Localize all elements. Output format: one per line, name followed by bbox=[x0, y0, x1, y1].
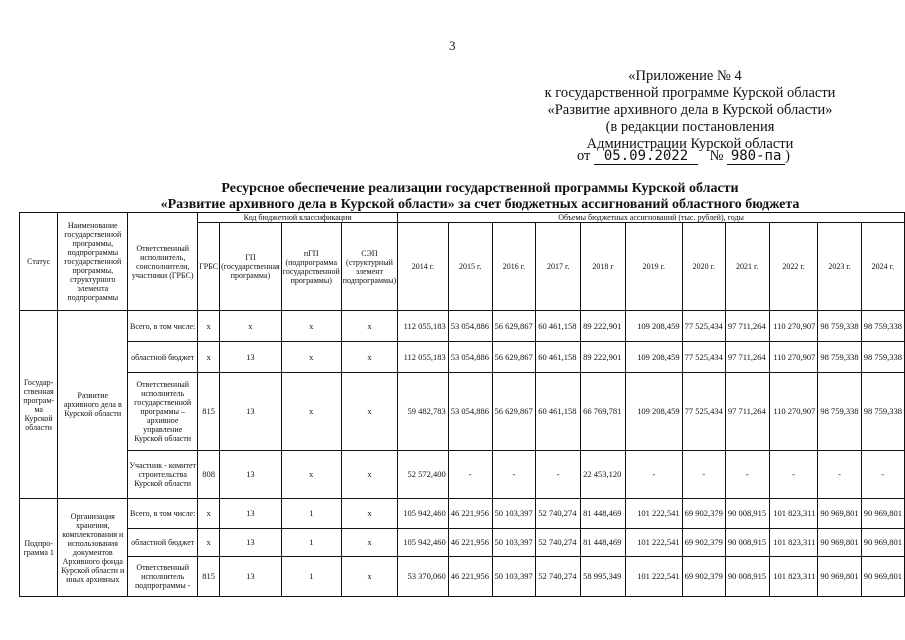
decree-number: 980-па bbox=[727, 148, 785, 165]
document-title bbox=[100, 181, 860, 213]
row-value: - bbox=[682, 451, 725, 499]
table-row bbox=[20, 373, 905, 451]
row-value: 89 222,901 bbox=[581, 342, 626, 373]
table-row bbox=[20, 557, 905, 597]
row-value: 90 969,801 bbox=[818, 529, 861, 557]
appendix-line: Администрации Курской области bbox=[586, 136, 794, 152]
row-sep: x bbox=[341, 557, 397, 597]
row-value: 53 054,886 bbox=[448, 373, 492, 451]
row-sep: x bbox=[341, 373, 397, 451]
row-executor: Ответственный исполнитель подпрограммы - bbox=[128, 557, 198, 597]
row-value: 22 453,120 bbox=[581, 451, 626, 499]
table-row bbox=[20, 529, 905, 557]
row-status: Государ-ственная програм-ма Курской области bbox=[20, 311, 58, 499]
row-value: 77 525,434 bbox=[682, 311, 725, 342]
budget-table bbox=[19, 212, 905, 597]
table-row bbox=[20, 499, 905, 529]
row-value: 53 054,886 bbox=[448, 342, 492, 373]
row-value: 101 222,541 bbox=[625, 499, 682, 529]
header-year: 2021 г. bbox=[725, 223, 769, 311]
header-code-group: Код бюджетной классификации bbox=[198, 213, 398, 223]
row-value: 90 969,801 bbox=[818, 557, 861, 597]
row-value: 90 969,801 bbox=[818, 499, 861, 529]
row-value: 90 008,915 bbox=[725, 557, 769, 597]
appendix-line: (в редакции постановления bbox=[605, 119, 775, 135]
row-value: 98 759,338 bbox=[861, 342, 904, 373]
header-volumes-group: Объемы бюджетных ассигнований (тыс. рублей), годы bbox=[398, 213, 905, 223]
row-value: 109 208,459 bbox=[625, 342, 682, 373]
row-pgp: x bbox=[281, 451, 341, 499]
page-number: 3 bbox=[449, 38, 456, 53]
number-prefix: № bbox=[709, 148, 724, 164]
header-year: 2016 г. bbox=[492, 223, 536, 311]
row-value: 98 759,338 bbox=[861, 311, 904, 342]
row-value: - bbox=[769, 451, 818, 499]
row-value: 98 759,338 bbox=[818, 342, 861, 373]
row-gp: 13 bbox=[220, 373, 282, 451]
row-value: 69 902,379 bbox=[682, 557, 725, 597]
row-value: - bbox=[448, 451, 492, 499]
row-value: 60 461,158 bbox=[536, 311, 581, 342]
row-sep: x bbox=[341, 499, 397, 529]
decree-date: 05.09.2022 bbox=[594, 148, 698, 165]
row-value: 58 995,349 bbox=[581, 557, 626, 597]
header-executor: Ответственный исполнитель, соисполнители, участники (ГРБС) bbox=[128, 213, 198, 311]
row-sep: x bbox=[341, 342, 397, 373]
row-value: 105 942,460 bbox=[398, 529, 449, 557]
row-value: 98 759,338 bbox=[861, 373, 904, 451]
row-value: 56 629,867 bbox=[492, 342, 536, 373]
row-value: 66 769,781 bbox=[581, 373, 626, 451]
row-sep: x bbox=[341, 311, 397, 342]
row-value: 101 823,311 bbox=[769, 499, 818, 529]
header-year: 2015 г. bbox=[448, 223, 492, 311]
title-line: «Развитие архивного дела в Курской области» за счет бюджетных ассигнований областного бюджета bbox=[160, 197, 800, 212]
row-pgp: x bbox=[281, 373, 341, 451]
header-year: 2020 г. bbox=[682, 223, 725, 311]
row-value: 112 055,183 bbox=[398, 342, 449, 373]
row-value: 101 823,311 bbox=[769, 529, 818, 557]
row-executor: Участник - комитет строительства Курской области bbox=[128, 451, 198, 499]
row-grbs: x bbox=[198, 499, 220, 529]
title-line: Ресурсное обеспечение реализации государственной программы Курской области bbox=[221, 181, 739, 196]
appendix-line: «Приложение № 4 bbox=[628, 68, 742, 84]
row-grbs: 815 bbox=[198, 557, 220, 597]
row-value: 90 008,915 bbox=[725, 529, 769, 557]
row-value: - bbox=[625, 451, 682, 499]
row-value: 90 969,801 bbox=[861, 529, 904, 557]
row-value: 52 740,274 bbox=[536, 557, 581, 597]
decree-date-line bbox=[577, 148, 790, 165]
header-name: Наименование государственной программы, подпрограммы государственной программы, структурного элемента подпрограммы bbox=[58, 213, 128, 311]
row-value: - bbox=[492, 451, 536, 499]
header-year: 2024 г. bbox=[861, 223, 904, 311]
row-grbs: x bbox=[198, 529, 220, 557]
row-name: Развитие архивного дела в Курской области bbox=[58, 311, 128, 499]
header-status: Статус bbox=[20, 213, 58, 311]
row-value: 109 208,459 bbox=[625, 373, 682, 451]
row-value: 97 711,264 bbox=[725, 342, 769, 373]
closing-paren: ) bbox=[785, 148, 790, 164]
row-gp: 13 bbox=[220, 451, 282, 499]
row-value: 52 572,400 bbox=[398, 451, 449, 499]
row-executor: Всего, в том числе: bbox=[128, 499, 198, 529]
row-pgp: x bbox=[281, 311, 341, 342]
row-value: 90 008,915 bbox=[725, 499, 769, 529]
header-year: 2023 г. bbox=[818, 223, 861, 311]
row-value: 53 370,060 bbox=[398, 557, 449, 597]
row-value: - bbox=[725, 451, 769, 499]
row-value: 97 711,264 bbox=[725, 373, 769, 451]
row-value: 101 222,541 bbox=[625, 529, 682, 557]
row-value: 101 222,541 bbox=[625, 557, 682, 597]
row-value: 110 270,907 bbox=[769, 342, 818, 373]
row-value: 46 221,956 bbox=[448, 557, 492, 597]
row-pgp: 1 bbox=[281, 499, 341, 529]
row-value: 81 448,469 bbox=[581, 499, 626, 529]
row-value: - bbox=[536, 451, 581, 499]
row-pgp: 1 bbox=[281, 557, 341, 597]
row-value: 101 823,311 bbox=[769, 557, 818, 597]
row-gp: x bbox=[220, 311, 282, 342]
row-value: 77 525,434 bbox=[682, 342, 725, 373]
row-gp: 13 bbox=[220, 499, 282, 529]
header-year: 2019 г. bbox=[625, 223, 682, 311]
row-value: 112 055,183 bbox=[398, 311, 449, 342]
row-value: 50 103,397 bbox=[492, 529, 536, 557]
appendix-line: к государственной программе Курской области bbox=[544, 85, 836, 101]
row-value: 46 221,956 bbox=[448, 529, 492, 557]
row-pgp: x bbox=[281, 342, 341, 373]
row-value: 60 461,158 bbox=[536, 342, 581, 373]
table-row bbox=[20, 342, 905, 373]
row-value: 77 525,434 bbox=[682, 373, 725, 451]
row-value: 81 448,469 bbox=[581, 529, 626, 557]
date-prefix: от bbox=[577, 148, 591, 164]
header-grbs: ГРБС bbox=[198, 223, 220, 311]
row-grbs: x bbox=[198, 311, 220, 342]
row-value: 53 054,886 bbox=[448, 311, 492, 342]
row-executor: Всего, в том числе: bbox=[128, 311, 198, 342]
row-value: 50 103,397 bbox=[492, 499, 536, 529]
header-year: 2017 г. bbox=[536, 223, 581, 311]
header-year: 2018 г bbox=[581, 223, 626, 311]
row-value: 52 740,274 bbox=[536, 529, 581, 557]
row-value: 97 711,264 bbox=[725, 311, 769, 342]
header-gp: ГП (государственная программа) bbox=[220, 223, 282, 311]
header-year: 2014 г. bbox=[398, 223, 449, 311]
row-value: 98 759,338 bbox=[818, 373, 861, 451]
row-status: Подпро-грамма 1 bbox=[20, 499, 58, 597]
row-value: 59 482,783 bbox=[398, 373, 449, 451]
row-grbs: x bbox=[198, 342, 220, 373]
row-value: 69 902,379 bbox=[682, 529, 725, 557]
row-value: 109 208,459 bbox=[625, 311, 682, 342]
row-sep: x bbox=[341, 451, 397, 499]
row-executor: областной бюджет bbox=[128, 342, 198, 373]
row-value: 46 221,956 bbox=[448, 499, 492, 529]
header-year: 2022 г. bbox=[769, 223, 818, 311]
row-grbs: 815 bbox=[198, 373, 220, 451]
row-grbs: 808 bbox=[198, 451, 220, 499]
row-gp: 13 bbox=[220, 557, 282, 597]
appendix-header bbox=[540, 68, 840, 153]
row-executor: Ответственный исполнитель государственной программы – архивное управление Курской области bbox=[128, 373, 198, 451]
row-sep: x bbox=[341, 529, 397, 557]
row-pgp: 1 bbox=[281, 529, 341, 557]
table-row bbox=[20, 451, 905, 499]
row-value: - bbox=[818, 451, 861, 499]
row-value: 90 969,801 bbox=[861, 499, 904, 529]
row-value: 52 740,274 bbox=[536, 499, 581, 529]
row-value: - bbox=[861, 451, 904, 499]
row-value: 110 270,907 bbox=[769, 373, 818, 451]
row-name: Организация хранения, комплектования и использования документов Архивного фонда Курской области и иных архивных bbox=[58, 499, 128, 597]
row-value: 60 461,158 bbox=[536, 373, 581, 451]
table-row bbox=[20, 311, 905, 342]
row-value: 90 969,801 bbox=[861, 557, 904, 597]
row-executor: областной бюджет bbox=[128, 529, 198, 557]
header-sep: СЭП (структурный элемент подпрограммы) bbox=[341, 223, 397, 311]
row-value: 56 629,867 bbox=[492, 373, 536, 451]
row-gp: 13 bbox=[220, 529, 282, 557]
row-value: 69 902,379 bbox=[682, 499, 725, 529]
appendix-line: «Развитие архивного дела в Курской области» bbox=[547, 102, 833, 118]
row-gp: 13 bbox=[220, 342, 282, 373]
row-value: 110 270,907 bbox=[769, 311, 818, 342]
row-value: 56 629,867 bbox=[492, 311, 536, 342]
row-value: 89 222,901 bbox=[581, 311, 626, 342]
row-value: 50 103,397 bbox=[492, 557, 536, 597]
row-value: 98 759,338 bbox=[818, 311, 861, 342]
header-pgp: пГП (подпрограмма государственной программы) bbox=[281, 223, 341, 311]
row-value: 105 942,460 bbox=[398, 499, 449, 529]
